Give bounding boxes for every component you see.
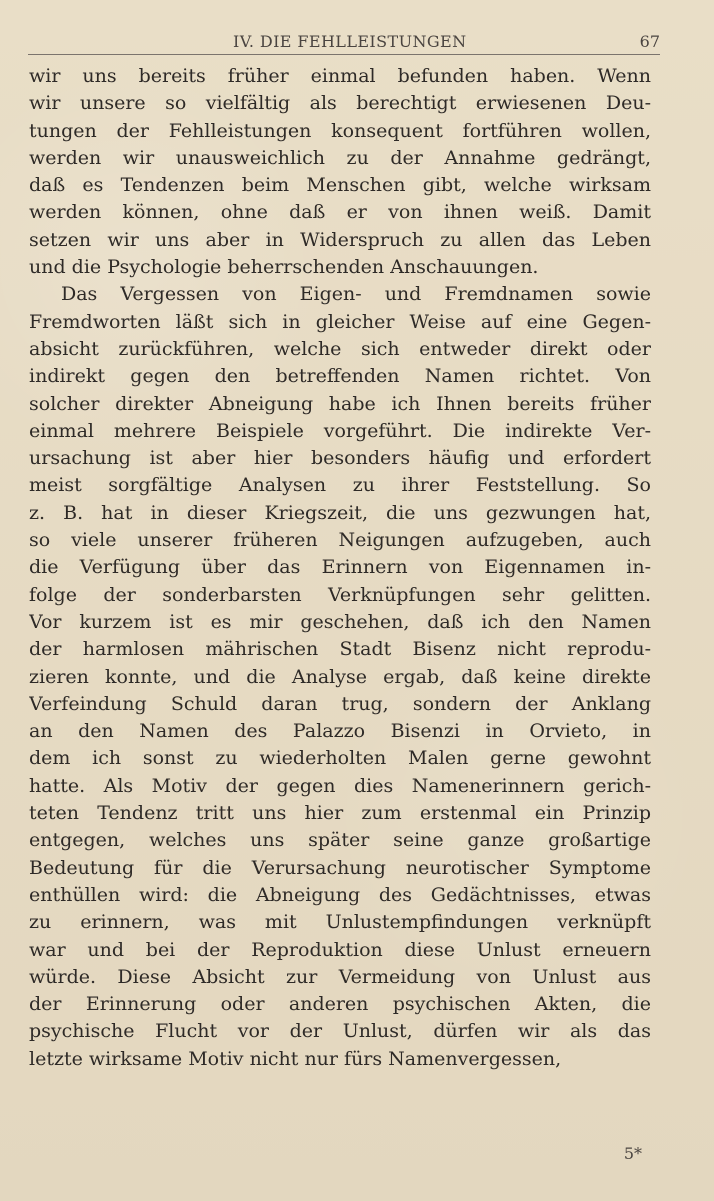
- text-line: hatte. Als Motiv der gegen dies Namenerinnern gerich-: [29, 774, 651, 797]
- text-line: die Verfügung über das Erinnern von Eigennamen in-: [29, 556, 651, 579]
- text-line: der Erinnerung oder anderen psychischen Akten, die: [29, 993, 651, 1016]
- text-line: zieren konnte, und die Analyse ergab, daß keine direkte: [29, 665, 651, 688]
- page-header: [28, 24, 660, 54]
- text-line: wir uns bereits früher einmal befunden haben. Wenn: [29, 65, 651, 87]
- text-line: meist sorgfältige Analysen zu ihrer Feststellung. So: [29, 474, 651, 497]
- text-line: Verfeindung Schuld daran trug, sondern der Anklang: [29, 692, 651, 715]
- text-line: dem ich sonst zu wiederholten Malen gerne gewohnt: [29, 747, 651, 770]
- body-text: [29, 63, 651, 1073]
- text-line: daß es Tendenzen beim Menschen gibt, welche wirksam: [29, 174, 651, 197]
- text-line: teten Tendenz tritt uns hier zum erstenmal ein Prinzip: [29, 802, 651, 825]
- text-line: letzte wirksame Motiv nicht nur fürs Namenvergessen,: [29, 1047, 562, 1070]
- text-line: an den Namen des Palazzo Bisenzi in Orvieto, in: [29, 720, 651, 743]
- text-line: und die Psychologie beherrschenden Anschauungen.: [29, 256, 539, 279]
- text-line: setzen wir uns aber in Widerspruch zu allen das Leben: [29, 228, 651, 251]
- text-line: würde. Diese Absicht zur Vermeidung von Unlust aus: [29, 965, 651, 988]
- text-line: einmal mehrere Beispiele vorgeführt. Die indirekte Ver-: [29, 419, 651, 442]
- signature-mark: 5*: [623, 1144, 642, 1163]
- text-line: werden können, ohne daß er von ihnen weiß. Damit: [29, 201, 651, 224]
- text-line: Vor kurzem ist es mir geschehen, daß ich den Namen: [29, 610, 651, 633]
- text-line: werden wir unausweichlich zu der Annahme gedrängt,: [29, 146, 651, 169]
- text-line: ursachung ist aber hier besonders häufig und erfordert: [29, 447, 651, 470]
- text-line: der harmlosen mährischen Stadt Bisenz nicht reprodu-: [29, 638, 651, 661]
- text-line: folge der sonderbarsten Verknüpfungen sehr gelitten.: [29, 583, 651, 606]
- text-line: z. B. hat in dieser Kriegszeit, die uns gezwungen hat,: [29, 501, 651, 524]
- text-line: solcher direkter Abneigung habe ich Ihnen bereits früher: [29, 392, 651, 415]
- text-line: enthüllen wird: die Abneigung des Gedächtnisses, etwas: [29, 883, 651, 906]
- header-rule: [28, 54, 660, 55]
- text-line: wir unsere so vielfältig als berechtigt erwiesenen Deu-: [29, 92, 651, 115]
- text-line: Bedeutung für die Verursachung neurotischer Symptome: [29, 856, 651, 879]
- text-line: war und bei der Reproduktion diese Unlust erneuern: [29, 938, 651, 961]
- text-line: zu erinnern, was mit Unlustempfindungen verknüpft: [29, 911, 651, 934]
- text-line: absicht zurückführen, welche sich entweder direkt oder: [29, 337, 651, 360]
- text-line: psychische Flucht vor der Unlust, dürfen wir als das: [29, 1020, 651, 1043]
- text-line: entgegen, welches uns später seine ganze großartige: [29, 829, 651, 852]
- text-line: so viele unserer früheren Neigungen aufzugeben, auch: [29, 529, 651, 552]
- page-number: 67: [639, 32, 660, 51]
- text-line: Fremdworten läßt sich in gleicher Weise auf eine Gegen-: [29, 310, 651, 333]
- text-line: Das Vergessen von Eigen- und Fremdnamen sowie: [61, 283, 651, 306]
- text-line: tungen der Fehlleistungen konsequent fortführen wollen,: [29, 119, 651, 142]
- running-head: IV. DIE FEHLLEISTUNGEN: [233, 32, 467, 51]
- text-line: indirekt gegen den betreffenden Namen richtet. Von: [29, 365, 651, 388]
